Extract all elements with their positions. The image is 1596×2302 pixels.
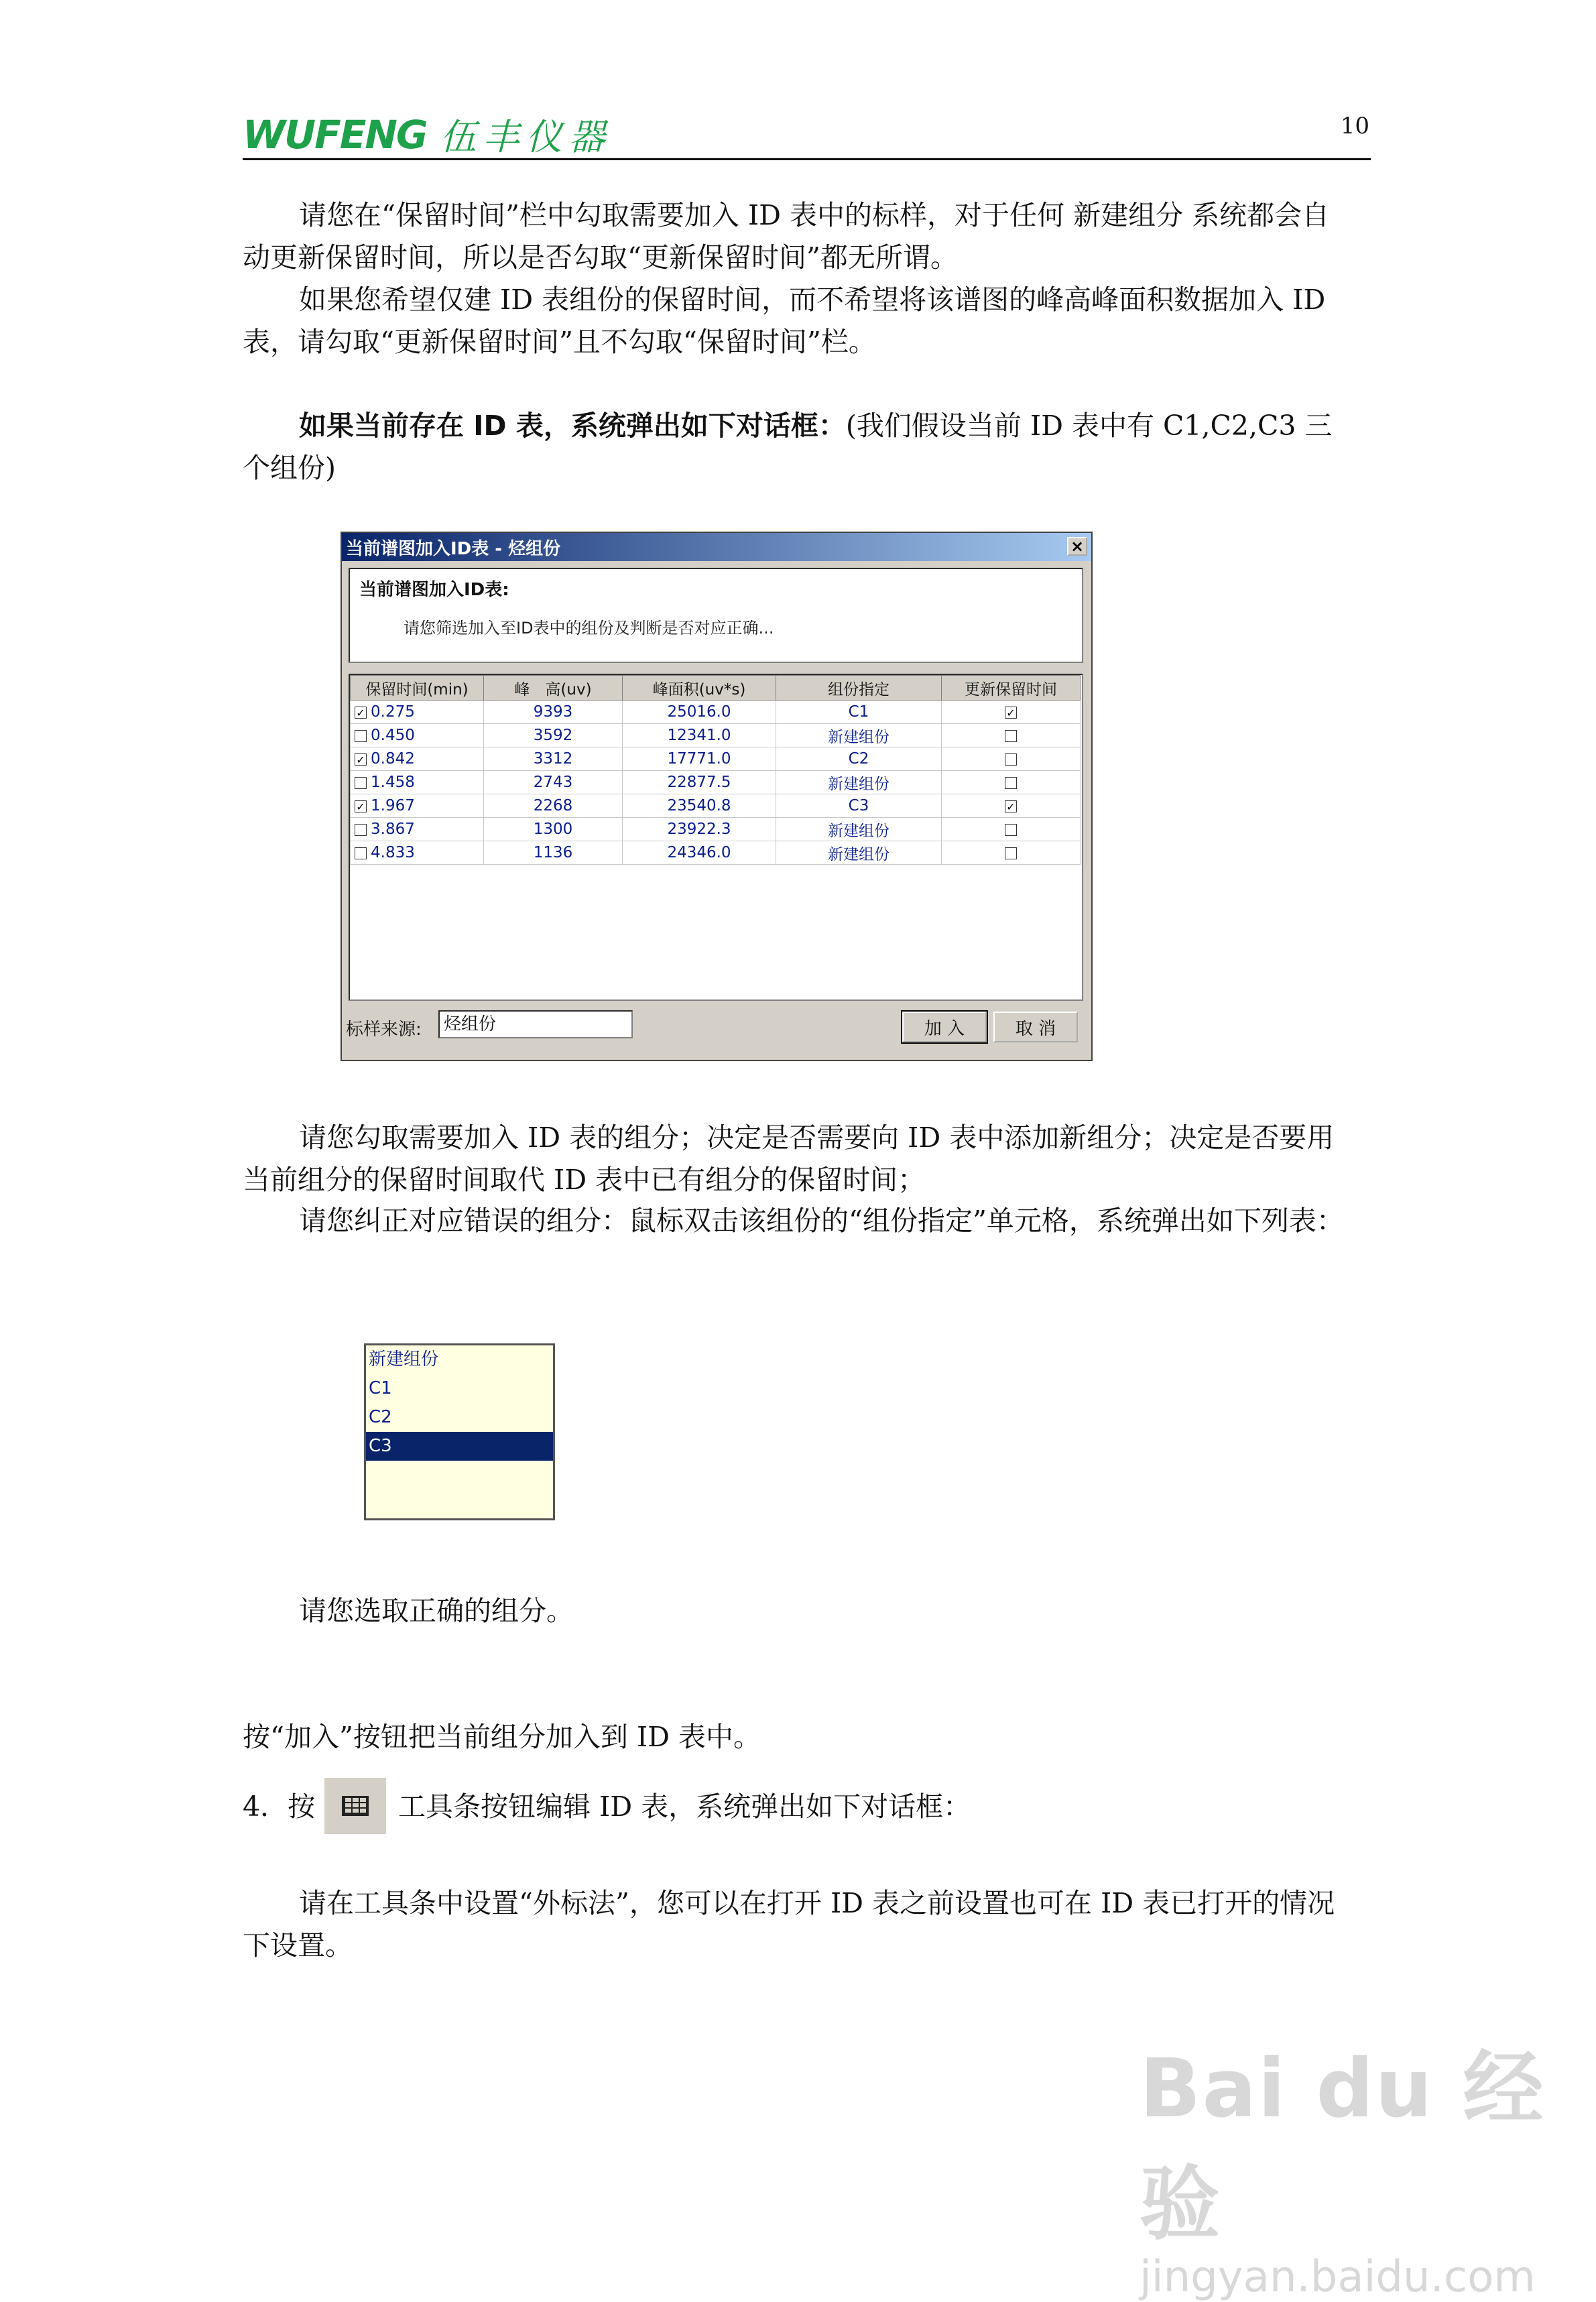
source-input[interactable]: 烃组份 <box>438 1010 633 1038</box>
update-time-checkbox[interactable] <box>1005 730 1017 742</box>
paragraph-7: 按“加入”按钮把当前组分加入到 ID 表中。 <box>243 1721 761 1753</box>
paragraph-8-after: 工具条按钮编辑 ID 表，系统弹出如下对话框： <box>398 1791 971 1823</box>
table-cell <box>776 771 942 794</box>
info-heading: 当前谱图加入ID表: <box>359 580 509 600</box>
peak-area: 23922.3 <box>667 821 731 838</box>
table-cell <box>623 771 776 794</box>
peak-height: 3592 <box>533 727 573 744</box>
retention-time: 4.833 <box>371 844 415 861</box>
table-cell <box>942 771 1081 794</box>
table-glyph-icon <box>342 1796 369 1816</box>
table-cell <box>484 771 623 794</box>
paragraph-2: 如果您希望仅建 ID 表组份的保留时间，而不希望将该谱图的峰高峰面积数据加入 ID 表，请勾取“更新保留时间”且不勾取“保留时间”栏。 <box>243 284 1326 358</box>
header-divider <box>243 158 1371 160</box>
watermark <box>1140 2024 1596 2302</box>
update-time-checkbox[interactable] <box>1005 777 1017 789</box>
component-assignment[interactable]: C3 <box>848 797 869 814</box>
table-cell <box>776 794 942 818</box>
page-number: 10 <box>1340 113 1369 139</box>
table-cell <box>351 747 484 771</box>
paragraph-9: 请在工具条中设置“外标法”，您可以在打开 ID 表之前设置也可在 ID 表已打开的情况下设置。 <box>243 1887 1335 1961</box>
paragraph-5: 请您纠正对应错误的组分：鼠标双击该组份的“组份指定”单元格，系统弹出如下列表： <box>299 1205 1344 1237</box>
row-checkbox[interactable] <box>355 824 367 836</box>
table-cell <box>623 841 776 865</box>
table-cell <box>942 841 1081 865</box>
paragraph-8-before: 4．按 <box>243 1791 316 1823</box>
table-cell <box>776 724 942 747</box>
table-cell <box>351 841 484 865</box>
source-label: 标样来源: <box>346 1020 422 1040</box>
info-panel <box>349 568 1083 663</box>
cancel-button[interactable]: 取 消 <box>993 1012 1078 1042</box>
peak-area: 23540.8 <box>667 797 731 814</box>
table-row[interactable] <box>351 818 1081 841</box>
table-cell <box>351 771 484 794</box>
paragraph-3 <box>243 405 1355 489</box>
peak-height: 9393 <box>533 703 573 721</box>
peak-grid <box>349 674 1083 1001</box>
component-assignment[interactable]: C2 <box>848 750 869 768</box>
table-row[interactable] <box>351 724 1081 747</box>
peak-area: 25016.0 <box>667 703 731 721</box>
table-cell <box>942 724 1081 747</box>
update-time-checkbox[interactable] <box>1005 800 1017 812</box>
component-assignment[interactable]: 新建组份 <box>828 775 889 793</box>
paragraph-3-rest: (我们假设当前 ID 表中有 C1,C2,C3 三个组份) <box>243 410 1333 484</box>
table-cell <box>776 841 942 865</box>
col-peak-area[interactable]: 峰面积(uv*s) <box>623 676 776 701</box>
paragraph-3-lead: 如果当前存在 ID 表，系统弹出如下对话框： <box>299 410 846 442</box>
row-checkbox[interactable] <box>355 847 367 859</box>
table-cell <box>623 724 776 747</box>
table-row[interactable] <box>351 747 1081 771</box>
paragraph-4: 请您勾取需要加入 ID 表的组分；决定是否需要向 ID 表中添加新组分；决定是否要用当前组分的保留时间取代 ID 表中已有组分的保留时间； <box>243 1122 1335 1196</box>
info-instruction: 请您筛选加入至ID表中的组份及判断是否对应正确... <box>404 619 774 638</box>
row-checkbox[interactable] <box>355 753 367 766</box>
retention-time: 1.458 <box>371 774 415 791</box>
peak-area: 17771.0 <box>667 750 731 768</box>
col-update-time[interactable]: 更新保留时间 <box>942 676 1081 701</box>
peak-area: 12341.0 <box>667 727 731 744</box>
table-cell <box>942 818 1081 841</box>
retention-time: 0.275 <box>371 703 415 721</box>
add-to-id-table-dialog <box>341 532 1093 1061</box>
dialog-title: 当前谱图加入ID表 - 烃组份 <box>346 538 561 559</box>
row-checkbox[interactable] <box>355 730 367 742</box>
dialog-titlebar <box>342 533 1091 561</box>
retention-time: 1.967 <box>371 797 415 814</box>
component-assignment[interactable]: 新建组份 <box>828 728 889 746</box>
table-row[interactable] <box>351 701 1081 724</box>
update-time-checkbox[interactable] <box>1005 824 1017 836</box>
row-checkbox[interactable] <box>355 707 367 719</box>
component-assignment[interactable]: 新建组份 <box>828 822 889 840</box>
table-cell <box>484 818 623 841</box>
retention-time: 0.842 <box>371 750 415 768</box>
col-component[interactable]: 组份指定 <box>776 676 942 701</box>
close-icon[interactable]: × <box>1067 537 1087 556</box>
table-cell <box>776 701 942 724</box>
table-cell <box>623 747 776 771</box>
row-checkbox[interactable] <box>355 777 367 789</box>
list-item[interactable]: C2 <box>369 1407 392 1427</box>
list-item[interactable]: C1 <box>369 1378 392 1398</box>
list-item[interactable]: 新建组份 <box>369 1349 439 1370</box>
table-row[interactable] <box>351 841 1081 865</box>
table-cell <box>351 724 484 747</box>
table-cell <box>776 747 942 771</box>
brand <box>243 109 611 160</box>
col-peak-height[interactable]: 峰 高(uv) <box>484 676 623 701</box>
table-cell <box>351 818 484 841</box>
update-time-checkbox[interactable] <box>1005 753 1017 766</box>
table-cell <box>484 747 623 771</box>
retention-time: 3.867 <box>371 821 415 838</box>
table-edit-icon[interactable] <box>324 1778 386 1834</box>
peak-area: 22877.5 <box>667 774 731 791</box>
table-cell <box>942 747 1081 771</box>
paragraph-1: 请您在“保留时间”栏中勾取需要加入 ID 表中的标样，对于任何 新建组分 系统都会自动更新保留时间，所以是否勾取“更新保留时间”都无所谓。 <box>243 199 1330 274</box>
table-cell <box>776 818 942 841</box>
peak-height: 2268 <box>533 797 573 814</box>
table-cell <box>623 794 776 818</box>
update-time-checkbox[interactable] <box>1005 707 1017 719</box>
table-row[interactable] <box>351 771 1081 794</box>
table-cell <box>484 701 623 724</box>
peak-area: 24346.0 <box>667 844 731 861</box>
watermark-main: Bai du 经验 <box>1140 2043 1545 2251</box>
col-retention-time[interactable]: 保留时间(min) <box>351 676 484 701</box>
peak-height: 3312 <box>533 750 573 768</box>
component-pick-list <box>364 1343 555 1520</box>
table-cell <box>351 794 484 818</box>
brand-logo: WUFENG <box>243 111 427 158</box>
add-button[interactable]: 加 入 <box>902 1012 987 1042</box>
retention-time: 0.450 <box>371 727 415 744</box>
table-cell <box>942 701 1081 724</box>
component-assignment[interactable]: C1 <box>848 703 869 721</box>
table-cell <box>623 701 776 724</box>
row-checkbox[interactable] <box>355 800 367 812</box>
table-cell <box>484 841 623 865</box>
peak-height: 1136 <box>533 844 573 861</box>
table-cell <box>484 724 623 747</box>
component-assignment[interactable]: 新建组份 <box>828 845 889 863</box>
table-cell <box>484 794 623 818</box>
table-cell <box>942 794 1081 818</box>
table-cell <box>623 818 776 841</box>
brand-name-cn: 伍丰仪器 <box>440 116 612 158</box>
peak-height: 1300 <box>533 821 573 838</box>
peak-height: 2743 <box>533 774 573 791</box>
table-row[interactable] <box>351 794 1081 818</box>
update-time-checkbox[interactable] <box>1005 847 1017 859</box>
table-cell <box>351 701 484 724</box>
watermark-sub: jingyan.baidu.com <box>1140 2252 1536 2302</box>
list-item[interactable]: C3 <box>366 1432 553 1461</box>
paragraph-6: 请您选取正确的组分。 <box>299 1595 574 1627</box>
